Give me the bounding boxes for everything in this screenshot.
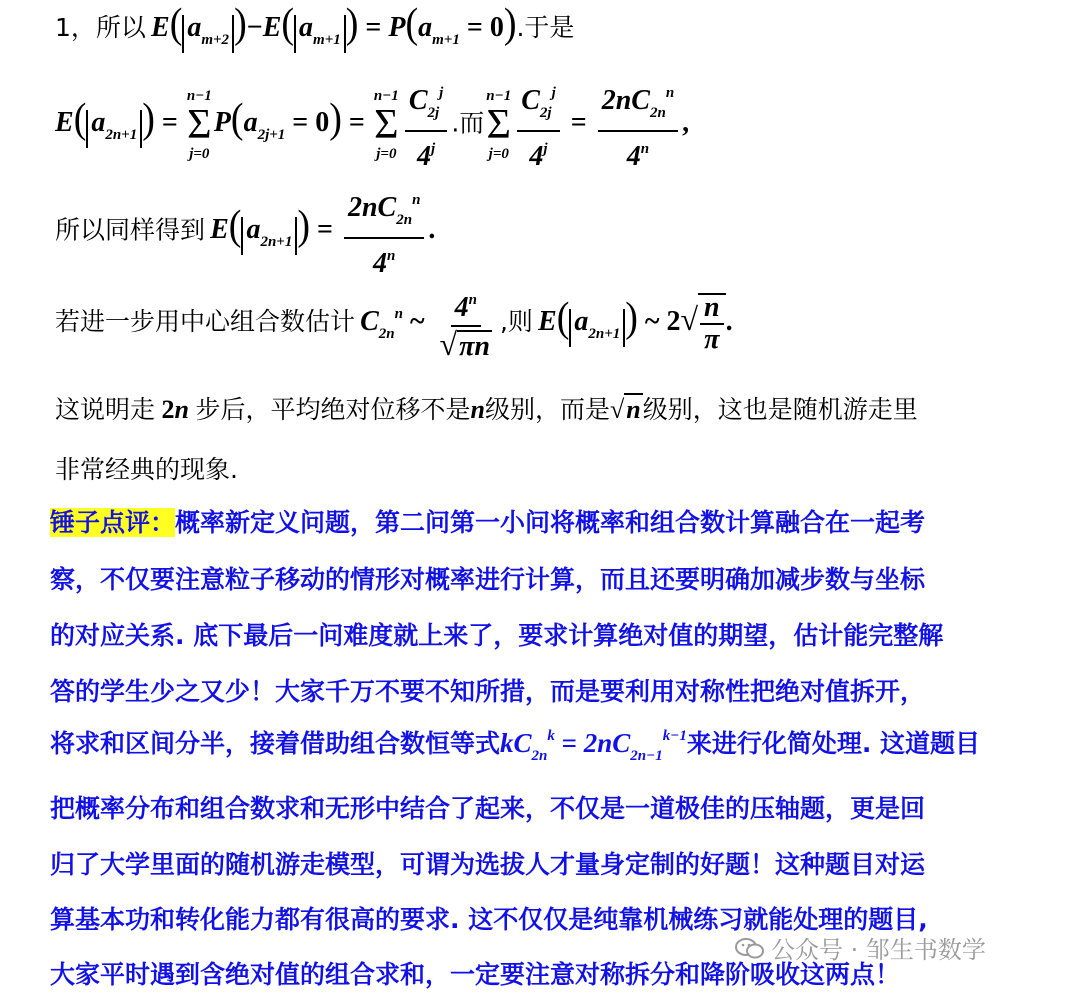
comment-line-6: 把概率分布和组合数求和无形中结合了起来，不仅是一道极佳的压轴题，更是回 [50,794,926,823]
paragraph-line-1: 这说明走 2n 步后，平均绝对位移不是n级别，而是√n级别，这也是随机游走里 [55,395,918,424]
para-text-2: 非常经典的现象. [55,455,238,484]
para-text-1c: 级别，而是 [484,395,610,424]
line2-mid: .而 [451,108,485,138]
identity-formula: $kC_{2n}^k = 2nC_{2n-1}^{k-1}$ [500,728,687,764]
line4-lead: 若进一步用中心组合数估计 [55,306,356,336]
formula-4b: E( $a_{2n+1}$ ) ~ 2√ $\frac{n}{\pi}$ . [538,291,733,355]
comment-line-8: 算基本功和转化能力都有很高的要求. 这不仅仅是纯靠机械练习就能处理的题目, [50,905,928,934]
formula-3: E( $a_{2n+1}$ ) = $\frac{2nC_{2n}^n}{4^n}$ . [210,214,435,245]
comment-line-7: 归了大学里面的随机游走模型，可谓为选拔人才量身定制的好题！这种题目对运 [50,850,926,879]
comment-text-1: 概率新定义问题，第二问第一小问将概率和组合数计算融合在一起考 [175,508,926,537]
comment-line-2: 察，不仅要注意粒子移动的情形对概率进行计算，而且还要明确加减步数与坐标 [50,565,926,594]
para-text-1b: 步后，平均绝对位移不是 [195,395,471,424]
paragraph-line-2 [55,450,238,486]
comment-line-5: 将求和区间分半，接着借助组合数恒等式$kC_{2n}^k = 2nC_{2n-1}^{k-1}$来进行化简处理. 这道题目 [50,728,981,764]
comment-label: 锤子点评： [50,508,176,537]
formula-line-1 [55,2,574,53]
formula-1: E( $a_{m+2}$ )−E( $a_{m+1}$ ) = $P(a_{m+1} = 0)$ [151,12,516,43]
line4-mid: ,则 [499,306,533,336]
formula-4a: $C_{2n}^n$ ~ $\frac{4^n}{√\pi n}$ [360,306,500,337]
comment-line-4: 答的学生少之又少！大家千万不要不知所措，而是要利用对称性把绝对值拆开， [50,677,926,706]
line3-lead: 所以同样得到 [55,215,206,245]
formula-line-3 [55,185,435,279]
comment-line-3: 的对应关系. 底下最后一问难度就上来了，要求计算绝对值的期望，估计能完整解 [50,621,944,650]
formula-2a: E( $a_{2n+1}$ ) = n−1 Σ j=0 $P(a_{2j+1} = 0)$ = n−1 Σ j=0 $\frac{C_{2j}^j}{4^j}$ [55,107,451,138]
comment-line-1 [50,503,925,539]
formula-2b: n−1 Σ j=0 $\frac{C_{2j}^j}{4^j}$ = $\frac{2nC_{2n}^n}{4^n}$ , [484,107,689,138]
line1-tail: .于是 [516,13,575,42]
formula-line-2 [55,78,689,172]
wechat-icon [735,937,765,961]
comment-line-9: 大家平时遇到含绝对值的组合求和，一定要注意对称拆分和降阶吸收这两点！ [50,960,901,989]
para-text-1d: 级别，这也是随机游走里 [642,395,918,424]
para-text-1a: 这说明走 [55,395,156,424]
formula-line-4 [55,285,733,362]
watermark-text: 公众号 · 邹生书数学 [771,936,986,964]
line1-lead: 1，所以 [55,13,146,42]
watermark [735,930,986,965]
